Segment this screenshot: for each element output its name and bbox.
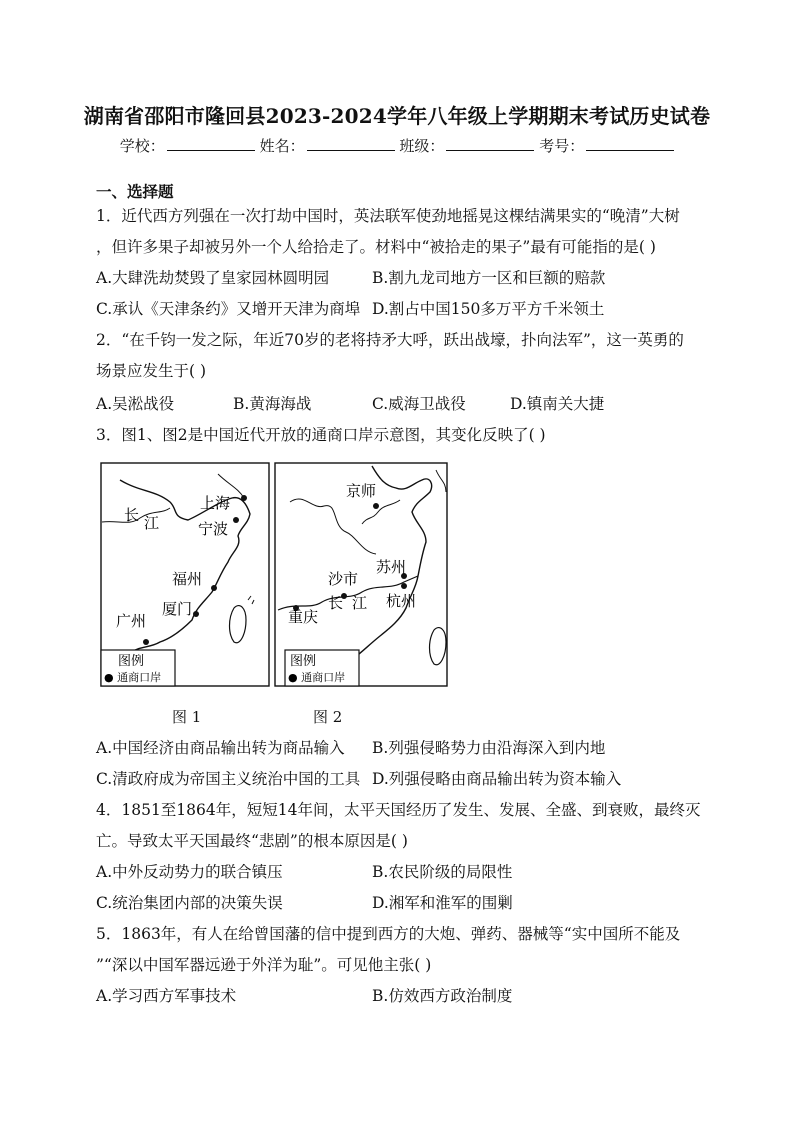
exam-title: 湖南省邵阳市隆回县2023-2024学年八年级上学期期末考试历史试卷 [83,104,711,128]
map1-legend-item: ● 通商口岸 [104,671,162,684]
student-info-row [0,135,794,156]
q5-stem-line2: ”“深以中国军器远逊于外洋为耻”。可见他主张( ) [96,956,432,974]
map2-label-chang: 长 [328,594,344,612]
map2-label-chongqing: 重庆 [288,608,319,626]
name-label: 姓名： [259,137,305,155]
q4-stem-line2: 亡。导致太平天国最终“悲剧”的根本原因是( ) [96,832,408,850]
map2-label-suzhou: 苏州 [376,558,407,576]
map1-port-shanghai [241,495,247,501]
q1-option-a[interactable]: A.大肆洗劫焚毁了皇家园林圆明园 [96,269,330,287]
q5-option-a[interactable]: A.学习西方军事技术 [96,987,237,1005]
map1-label-jiang: 江 [144,514,160,532]
map2-label-shashi: 沙市 [328,570,359,588]
map2-caption: 图 2 [313,708,343,726]
port-maps [100,462,450,688]
class-label: 班级： [399,137,445,155]
map1-label-xiamen: 厦门 [162,600,193,618]
q4-option-a[interactable]: A.中外反动势力的联合镇压 [96,863,283,881]
map1-label-ningbo: 宁波 [198,520,229,538]
q1-option-b[interactable]: B.割九龙司地方一区和巨额的赔款 [372,269,606,287]
q1-stem-line1: 1．近代西方列强在一次打劫中国时，英法联军使劲地摇晃这棵结满果实的“晚清”大树 [96,207,680,225]
map1-label-chang: 长 [124,506,140,524]
q1-option-d[interactable]: D.割占中国150多万平方千米领土 [372,300,605,318]
map1-label-guangzhou: 广州 [116,612,147,630]
q2-option-b[interactable]: B.黄海海战 [233,395,312,413]
q3-option-c[interactable]: C.清政府成为帝国主义统治中国的工具 [96,770,361,788]
q4-option-d[interactable]: D.湘军和淮军的围剿 [372,894,513,912]
q1-option-c[interactable]: C.承认《天津条约》又增开天津为商埠 [96,300,361,318]
q4-option-b[interactable]: B.农民阶级的局限性 [372,863,513,881]
q2-option-c[interactable]: C.威海卫战役 [372,395,466,413]
map2-port-jingshi [373,503,379,509]
class-blank[interactable] [446,136,534,151]
q2-stem-line1: 2．“在千钧一发之际，年近70岁的老将持矛大呼，跃出战壕，扑向法军”，这一英勇的 [96,331,684,349]
map2-legend-item: ● 通商口岸 [288,671,346,684]
q4-option-c[interactable]: C.统治集团内部的决策失误 [96,894,283,912]
map2-legend-title: 图例 [290,654,317,669]
map1-caption: 图 1 [172,708,202,726]
q2-stem-line2: 场景应发生于( ) [96,362,207,380]
map1-port-xiamen [193,611,199,617]
q3-option-b[interactable]: B.列强侵略势力由沿海深入到内地 [372,739,606,757]
q5-option-b[interactable]: B.仿效西方政治制度 [372,987,513,1005]
q2-option-a[interactable]: A.吴淞战役 [96,395,175,413]
name-blank[interactable] [307,136,395,151]
port-maps-svg [100,462,450,688]
map1-label-shanghai: 上海 [200,494,231,512]
map1-port-guangzhou [143,639,149,645]
exam-number-label: 考号： [539,137,585,155]
school-blank[interactable] [167,136,255,151]
map1-port-ningbo [233,517,239,523]
q3-option-d[interactable]: D.列强侵略由商品输出转为资本输入 [372,770,622,788]
q5-stem-line1: 5．1863年，有人在给曾国藩的信中提到西方的大炮、弹药、器械等“实中国所不能及 [96,925,681,943]
map2-label-hangzhou: 杭州 [386,592,417,610]
q3-stem-line1: 3．图1、图2是中国近代开放的通商口岸示意图，其变化反映了( ) [96,426,546,444]
map2-port-hangzhou [401,583,407,589]
school-label: 学校： [119,137,165,155]
q2-option-d[interactable]: D.镇南关大捷 [510,395,605,413]
map1-legend-title: 图例 [118,654,145,669]
exam-number-blank[interactable] [586,136,674,151]
section-heading: 一、选择题 [96,182,174,201]
map1-label-fuzhou: 福州 [172,570,203,588]
map1-port-fuzhou [211,585,217,591]
map2-label-jingshi: 京师 [346,482,377,500]
q1-stem-line2: ，但许多果子却被另外一个人给拾走了。材料中“被拾走的果子”最有可能指的是( ) [96,238,656,256]
q4-stem-line1: 4．1851至1864年，短短14年间，太平天国经历了发生、发展、全盛、到衰败，最终灭 [96,801,701,819]
q3-option-a[interactable]: A.中国经济由商品输出转为商品输入 [96,739,345,757]
map2-label-jiang: 江 [352,594,368,612]
